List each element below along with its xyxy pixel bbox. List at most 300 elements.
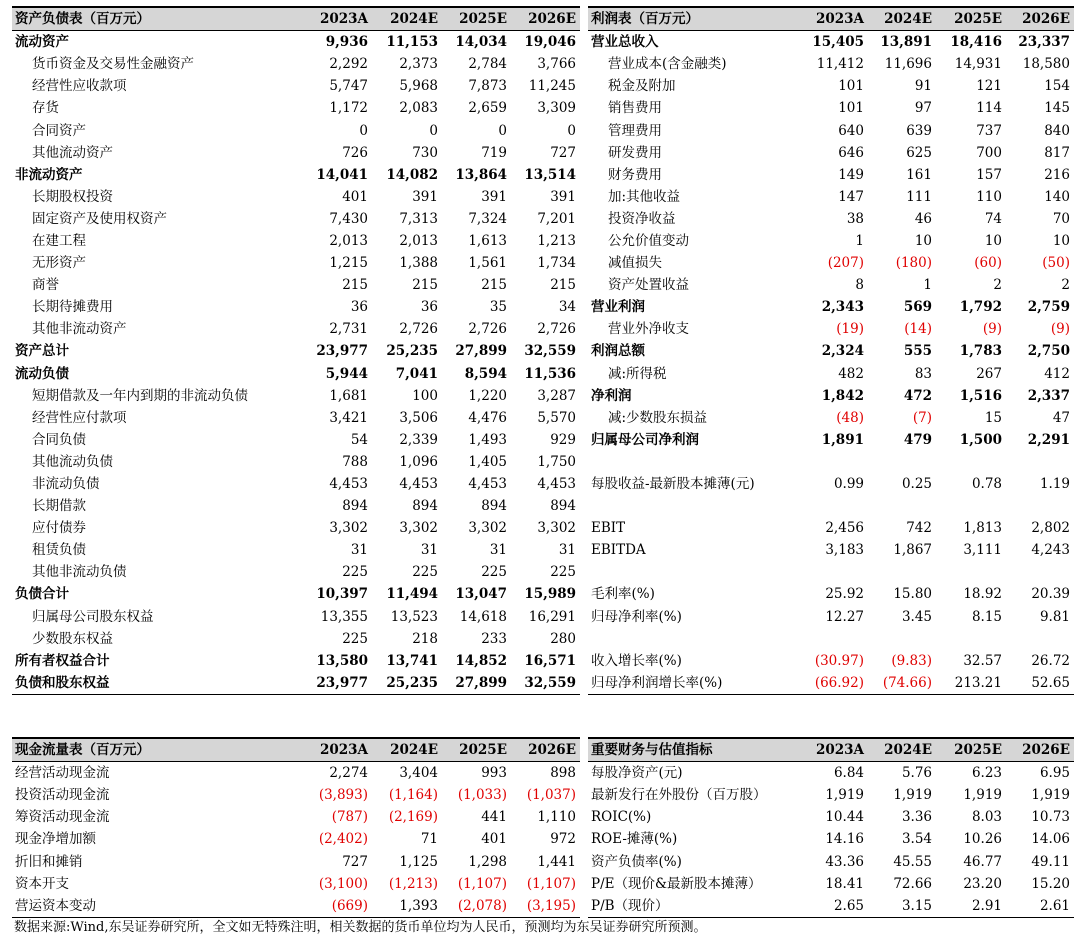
cell-value: 1,919 xyxy=(1031,787,1070,804)
cell-value: (48) xyxy=(836,409,864,426)
table-row xyxy=(588,385,1074,407)
cell-value: 23.20 xyxy=(963,875,1002,892)
cell-value: (74.66) xyxy=(882,674,932,691)
cell-value: 2,373 xyxy=(399,56,438,73)
table-row xyxy=(12,75,580,97)
cell-value: 2,759 xyxy=(1027,299,1070,316)
cell-value: (2,169) xyxy=(388,809,438,826)
cell-value: 1,405 xyxy=(468,453,507,470)
row-label: 投资活动现金流 xyxy=(15,787,110,804)
cell-value: 14,852 xyxy=(455,652,507,669)
cell-value: 13,741 xyxy=(386,652,438,669)
cell-value: (3,100) xyxy=(318,875,368,892)
cell-value: 233 xyxy=(481,630,507,647)
cell-value: 8.15 xyxy=(971,608,1002,625)
cell-value: 14,618 xyxy=(459,608,507,625)
cell-value: 38 xyxy=(846,210,864,227)
cell-value: 401 xyxy=(481,831,507,848)
cell-value: 929 xyxy=(550,431,576,448)
cell-value: 1,842 xyxy=(821,387,864,404)
cell-value: 1,298 xyxy=(468,853,507,870)
table-row xyxy=(12,517,580,539)
row-label: 长期待摊费用 xyxy=(32,299,113,316)
cell-value xyxy=(868,451,936,473)
cell-value: 472 xyxy=(903,387,932,404)
row-label: ROE-摊薄(%) xyxy=(591,831,678,848)
row-label: 研发费用 xyxy=(608,144,662,161)
cell-value: 225 xyxy=(342,564,368,581)
table-row xyxy=(12,208,580,230)
cell-value: 15,405 xyxy=(812,34,864,51)
table-row xyxy=(588,75,1074,97)
row-label: 减值损失 xyxy=(608,255,662,272)
cell-value: 215 xyxy=(342,277,368,294)
cell-value: 0.99 xyxy=(833,476,864,493)
cell-value: 280 xyxy=(550,630,576,647)
cell-value: 54 xyxy=(350,431,368,448)
cell-value xyxy=(798,451,868,473)
row-label: 其他流动负债 xyxy=(32,453,113,470)
cell-value: 225 xyxy=(481,564,507,581)
cell-value: (1,164) xyxy=(388,787,438,804)
row-label: 短期借款及一年内到期的非流动负债 xyxy=(32,387,248,404)
cell-value: 2.61 xyxy=(1039,897,1070,914)
cell-value: 479 xyxy=(903,431,932,448)
cell-value: 18,416 xyxy=(950,34,1002,51)
table-row xyxy=(588,274,1074,296)
cell-value: 46.77 xyxy=(963,853,1002,870)
table-row xyxy=(588,473,1074,495)
cell-value: (1,107) xyxy=(457,875,507,892)
cell-value: 25,235 xyxy=(386,674,438,691)
row-label: 资产处置收益 xyxy=(608,277,689,294)
row-label: 资本开支 xyxy=(15,875,69,892)
cell-value: 5,944 xyxy=(325,365,368,382)
row-label: 筹资活动现金流 xyxy=(15,809,110,826)
cell-value: 441 xyxy=(481,809,507,826)
column-header: 2025E xyxy=(954,742,1002,759)
cell-value: 213.21 xyxy=(954,674,1002,691)
cell-value: 391 xyxy=(412,188,438,205)
cell-value: 16,291 xyxy=(528,608,576,625)
cell-value: 972 xyxy=(550,831,576,848)
cell-value: 71 xyxy=(420,831,438,848)
cell-value: 646 xyxy=(838,144,864,161)
row-label: 现金净增加额 xyxy=(15,831,96,848)
cell-value: (2,402) xyxy=(318,831,368,848)
cell-value: 83 xyxy=(914,365,932,382)
row-label: 商誉 xyxy=(32,277,59,294)
cell-value: 225 xyxy=(342,630,368,647)
cell-value: 1.19 xyxy=(1039,476,1070,493)
cell-value xyxy=(936,451,1006,473)
table-row xyxy=(588,495,1074,517)
cell-value: 23,977 xyxy=(316,674,368,691)
cell-value: 46 xyxy=(914,210,932,227)
table-row xyxy=(12,628,580,650)
cell-value: 0.25 xyxy=(901,476,932,493)
cell-value: 1,783 xyxy=(959,343,1002,360)
table-row xyxy=(588,186,1074,208)
cell-value: 2,726 xyxy=(399,321,438,338)
cell-value: (9.83) xyxy=(891,652,932,669)
cell-value: 4,453 xyxy=(329,476,368,493)
cell-value: 14,041 xyxy=(316,166,368,183)
table-header-row xyxy=(12,738,580,762)
cell-value: 8.03 xyxy=(971,809,1002,826)
row-label: 利润总额 xyxy=(591,343,645,360)
cell-value: 5,968 xyxy=(399,78,438,95)
table-row xyxy=(12,561,580,583)
row-label: 财务费用 xyxy=(608,166,662,183)
cell-value: (2,078) xyxy=(457,897,507,914)
row-label: 净利润 xyxy=(591,387,632,404)
cell-value: 25,235 xyxy=(386,343,438,360)
row-label: 收入增长率(%) xyxy=(591,652,682,669)
cell-value: 3.45 xyxy=(901,608,932,625)
cell-value: 27,899 xyxy=(455,674,507,691)
cell-value: 14.16 xyxy=(825,831,864,848)
cell-value: (787) xyxy=(331,809,368,826)
cell-value: 7,201 xyxy=(537,210,576,227)
cell-value: 5.76 xyxy=(901,765,932,782)
cell-value: 4,453 xyxy=(468,476,507,493)
cell-value: 9,936 xyxy=(325,34,368,51)
cell-value: 7,313 xyxy=(399,210,438,227)
cell-value: 1,441 xyxy=(537,853,576,870)
row-label: 在建工程 xyxy=(32,232,86,249)
cell-value: 1,919 xyxy=(825,787,864,804)
table-row xyxy=(588,363,1074,385)
column-header: 2025E xyxy=(954,11,1002,28)
cell-value: 15.20 xyxy=(1031,875,1070,892)
cell-value: 3,302 xyxy=(399,520,438,537)
cell-value: 639 xyxy=(906,122,932,139)
cell-value: 2,456 xyxy=(825,520,864,537)
row-label: 毛利率(%) xyxy=(591,586,655,603)
cell-value: 31 xyxy=(489,542,507,559)
row-label: 负债和股东权益 xyxy=(15,674,110,691)
cell-value: 218 xyxy=(412,630,438,647)
cell-value: 0 xyxy=(429,122,438,139)
cell-value: 13,355 xyxy=(320,608,368,625)
cell-value: 114 xyxy=(976,100,1002,117)
cell-value: 31 xyxy=(420,542,438,559)
cell-value: 13,047 xyxy=(455,586,507,603)
row-label: 负债合计 xyxy=(15,586,69,603)
cell-value: 34 xyxy=(558,299,576,316)
row-label: 每股净资产(元) xyxy=(591,765,683,782)
cell-value: 727 xyxy=(342,853,368,870)
table-row xyxy=(12,186,580,208)
cell-value: 1,215 xyxy=(329,255,368,272)
table-row xyxy=(588,142,1074,164)
cell-value: 3,421 xyxy=(329,409,368,426)
row-label: 归属母公司股东权益 xyxy=(32,608,154,625)
cell-value: 47 xyxy=(1052,409,1070,426)
cell-value xyxy=(936,495,1006,517)
cell-value: 6.23 xyxy=(971,765,1002,782)
row-label: 归母净利润增长率(%) xyxy=(591,674,723,691)
table-row xyxy=(12,583,580,605)
table-row xyxy=(12,895,580,918)
cell-value: 3,302 xyxy=(537,520,576,537)
cell-value: 4,453 xyxy=(399,476,438,493)
cell-value: 6.84 xyxy=(833,765,864,782)
cell-value: 2,726 xyxy=(468,321,507,338)
row-label: 营业外净收支 xyxy=(608,321,689,338)
cell-value xyxy=(1006,451,1074,473)
table-row xyxy=(12,873,580,895)
table-row xyxy=(12,97,580,119)
key-metrics-table xyxy=(588,737,1074,918)
cell-value: (3,893) xyxy=(318,787,368,804)
cell-value: 737 xyxy=(976,122,1002,139)
cell-value: 1,125 xyxy=(399,853,438,870)
cell-value: 225 xyxy=(550,564,576,581)
cell-value: 1,792 xyxy=(959,299,1002,316)
income-statement-table xyxy=(588,6,1074,695)
row-label: 营业总收入 xyxy=(591,34,659,51)
row-label: 经营活动现金流 xyxy=(15,765,110,782)
cell-value: 267 xyxy=(976,365,1002,382)
cell-value: 719 xyxy=(481,144,507,161)
cell-value: 25.92 xyxy=(825,586,864,603)
table-title: 重要财务与估值指标 xyxy=(591,742,713,759)
cell-value: 1,681 xyxy=(329,387,368,404)
cell-value: (180) xyxy=(895,255,932,272)
cell-value: 1,172 xyxy=(329,100,368,117)
cell-value xyxy=(868,628,936,650)
cell-value: 0 xyxy=(567,122,576,139)
cell-value: 391 xyxy=(550,188,576,205)
cell-value xyxy=(798,495,868,517)
cell-value: 36 xyxy=(350,299,368,316)
column-header: 2023A xyxy=(319,11,368,28)
row-label: 非流动负债 xyxy=(32,476,100,493)
cell-value: 13,891 xyxy=(880,34,932,51)
cell-value: 482 xyxy=(838,365,864,382)
cell-value: 10.26 xyxy=(963,831,1002,848)
cell-value: 45.55 xyxy=(893,853,932,870)
cell-value: 4,476 xyxy=(468,409,507,426)
cell-value: (3,195) xyxy=(526,897,576,914)
cell-value: 4,243 xyxy=(1031,542,1070,559)
cell-value: 19,046 xyxy=(524,34,576,51)
cell-value: 18.92 xyxy=(963,586,1002,603)
cell-value: 2,324 xyxy=(821,343,864,360)
cell-value: 2,659 xyxy=(468,100,507,117)
column-header: 2026E xyxy=(1022,11,1070,28)
source-footnote: 数据来源:Wind,东吴证券研究所，全文如无特殊注明，相关数据的货币单位均为人民币，预测均为东吴证券研究所预测。 xyxy=(14,920,707,935)
cell-value: 14,082 xyxy=(386,166,438,183)
cell-value: 31 xyxy=(350,542,368,559)
cell-value: 1,500 xyxy=(959,431,1002,448)
cash-flow-panel xyxy=(12,737,580,918)
cell-value: 91 xyxy=(914,78,932,95)
cell-value: 1,096 xyxy=(399,453,438,470)
row-label: 资产总计 xyxy=(15,343,69,360)
cell-value: 13,514 xyxy=(524,166,576,183)
table-row xyxy=(588,97,1074,119)
cell-value: 10,397 xyxy=(316,586,368,603)
cell-value: 1,561 xyxy=(468,255,507,272)
cell-value: 2,750 xyxy=(1027,343,1070,360)
row-label: 长期股权投资 xyxy=(32,188,113,205)
table-row xyxy=(12,119,580,141)
row-label xyxy=(588,495,798,517)
cell-value: 32.57 xyxy=(963,652,1002,669)
cell-value: 2,274 xyxy=(329,765,368,782)
cell-value xyxy=(1006,628,1074,650)
cell-value: 36 xyxy=(420,299,438,316)
table-row xyxy=(12,539,580,561)
table-row xyxy=(12,806,580,828)
cell-value: 0.78 xyxy=(971,476,1002,493)
balance-sheet-table xyxy=(12,6,580,695)
row-label: 流动负债 xyxy=(15,365,69,382)
cell-value: (30.97) xyxy=(814,652,864,669)
row-label xyxy=(588,451,798,473)
cell-value: 894 xyxy=(550,498,576,515)
cell-value xyxy=(936,628,1006,650)
cell-value: 1,734 xyxy=(537,255,576,272)
row-label: 经营性应收款项 xyxy=(32,78,127,95)
cell-value: 700 xyxy=(976,144,1002,161)
cell-value: 11,696 xyxy=(884,56,932,73)
cell-value: 52.65 xyxy=(1031,674,1070,691)
row-label: 租赁负债 xyxy=(32,542,86,559)
table-row xyxy=(12,451,580,473)
cell-value: 23,337 xyxy=(1018,34,1070,51)
cell-value: 7,324 xyxy=(468,210,507,227)
table-row xyxy=(588,628,1074,650)
row-label: 合同资产 xyxy=(32,122,86,139)
cell-value: 555 xyxy=(903,343,932,360)
row-label: 所有者权益合计 xyxy=(15,652,110,669)
cell-value: 3,302 xyxy=(468,520,507,537)
row-label: P/B（现价） xyxy=(591,897,669,914)
cell-value: 8 xyxy=(855,277,864,294)
cell-value: 2,013 xyxy=(329,232,368,249)
column-header: 2023A xyxy=(319,742,368,759)
cell-value xyxy=(1006,495,1074,517)
table-row xyxy=(588,53,1074,75)
cell-value: (1,107) xyxy=(526,875,576,892)
cell-value: 894 xyxy=(481,498,507,515)
key-metrics-panel xyxy=(588,737,1074,918)
cell-value: 401 xyxy=(342,188,368,205)
cash-flow-table xyxy=(12,737,580,918)
cell-value: 817 xyxy=(1044,144,1070,161)
column-header: 2023A xyxy=(815,742,864,759)
column-header: 2026E xyxy=(1022,742,1070,759)
cell-value: 14.06 xyxy=(1031,831,1070,848)
cell-value: 5,570 xyxy=(537,409,576,426)
cell-value: 2,292 xyxy=(329,56,368,73)
table-row xyxy=(588,230,1074,252)
cell-value: 101 xyxy=(838,78,864,95)
cell-value: 11,494 xyxy=(386,586,438,603)
cell-value: 10.73 xyxy=(1031,809,1070,826)
table-row xyxy=(12,828,580,850)
row-label: 其他流动资产 xyxy=(32,144,113,161)
cell-value: 1,110 xyxy=(537,809,576,826)
cell-value: 1,388 xyxy=(399,255,438,272)
table-row xyxy=(588,762,1074,785)
cell-value xyxy=(868,495,936,517)
cell-value: 23,977 xyxy=(316,343,368,360)
cell-value: 6.95 xyxy=(1039,765,1070,782)
table-row xyxy=(12,363,580,385)
cell-value: 11,153 xyxy=(386,34,438,51)
cell-value: 1,891 xyxy=(821,431,864,448)
cell-value: 145 xyxy=(1044,100,1070,117)
row-label: 非流动资产 xyxy=(15,166,83,183)
table-header-row xyxy=(588,7,1074,31)
column-header: 2025E xyxy=(459,742,507,759)
row-label: 折旧和摊销 xyxy=(15,853,83,870)
cell-value: 157 xyxy=(976,166,1002,183)
cell-value: (1,213) xyxy=(388,875,438,892)
cell-value: 72.66 xyxy=(893,875,932,892)
cell-value: 15 xyxy=(984,409,1002,426)
cell-value: 2.65 xyxy=(833,897,864,914)
cell-value: 49.11 xyxy=(1031,853,1070,870)
cell-value: 2.91 xyxy=(971,897,1002,914)
cell-value: 13,580 xyxy=(316,652,368,669)
row-label: EBIT xyxy=(591,520,626,537)
cell-value: (7) xyxy=(912,409,932,426)
cell-value: 391 xyxy=(481,188,507,205)
row-label: 每股收益-最新股本摊薄(元) xyxy=(591,476,755,493)
cell-value: 101 xyxy=(838,100,864,117)
table-row xyxy=(12,340,580,362)
cell-value: 2 xyxy=(993,277,1002,294)
cell-value: 1 xyxy=(855,232,864,249)
column-header: 2024E xyxy=(390,11,438,28)
cell-value: 1,213 xyxy=(537,232,576,249)
column-header: 2024E xyxy=(884,11,932,28)
cell-value: 3,287 xyxy=(537,387,576,404)
cell-value: 840 xyxy=(1044,122,1070,139)
cell-value: 1,919 xyxy=(893,787,932,804)
row-label: 管理费用 xyxy=(608,122,662,139)
cell-value: 3.54 xyxy=(901,831,932,848)
cell-value: 43.36 xyxy=(825,853,864,870)
table-title: 资产负债表（百万元） xyxy=(15,11,150,28)
row-label: 其他非流动资产 xyxy=(32,321,127,338)
cell-value: 10 xyxy=(1052,232,1070,249)
row-label: 固定资产及使用权资产 xyxy=(32,210,167,227)
cell-value: 26.72 xyxy=(1031,652,1070,669)
table-row xyxy=(588,561,1074,583)
cell-value: 2,802 xyxy=(1031,520,1070,537)
cell-value: 726 xyxy=(342,144,368,161)
cell-value: 640 xyxy=(838,122,864,139)
cell-value: 4,453 xyxy=(537,476,576,493)
cell-value: 3,309 xyxy=(537,100,576,117)
cell-value: 20.39 xyxy=(1031,586,1070,603)
cell-value: 3,766 xyxy=(537,56,576,73)
cell-value: 10.44 xyxy=(825,809,864,826)
cell-value: 18,580 xyxy=(1022,56,1070,73)
table-row xyxy=(588,296,1074,318)
cell-value: 97 xyxy=(914,100,932,117)
row-label: 减:所得税 xyxy=(608,365,667,382)
row-label: 长期借款 xyxy=(32,498,86,515)
table-row xyxy=(588,850,1074,872)
